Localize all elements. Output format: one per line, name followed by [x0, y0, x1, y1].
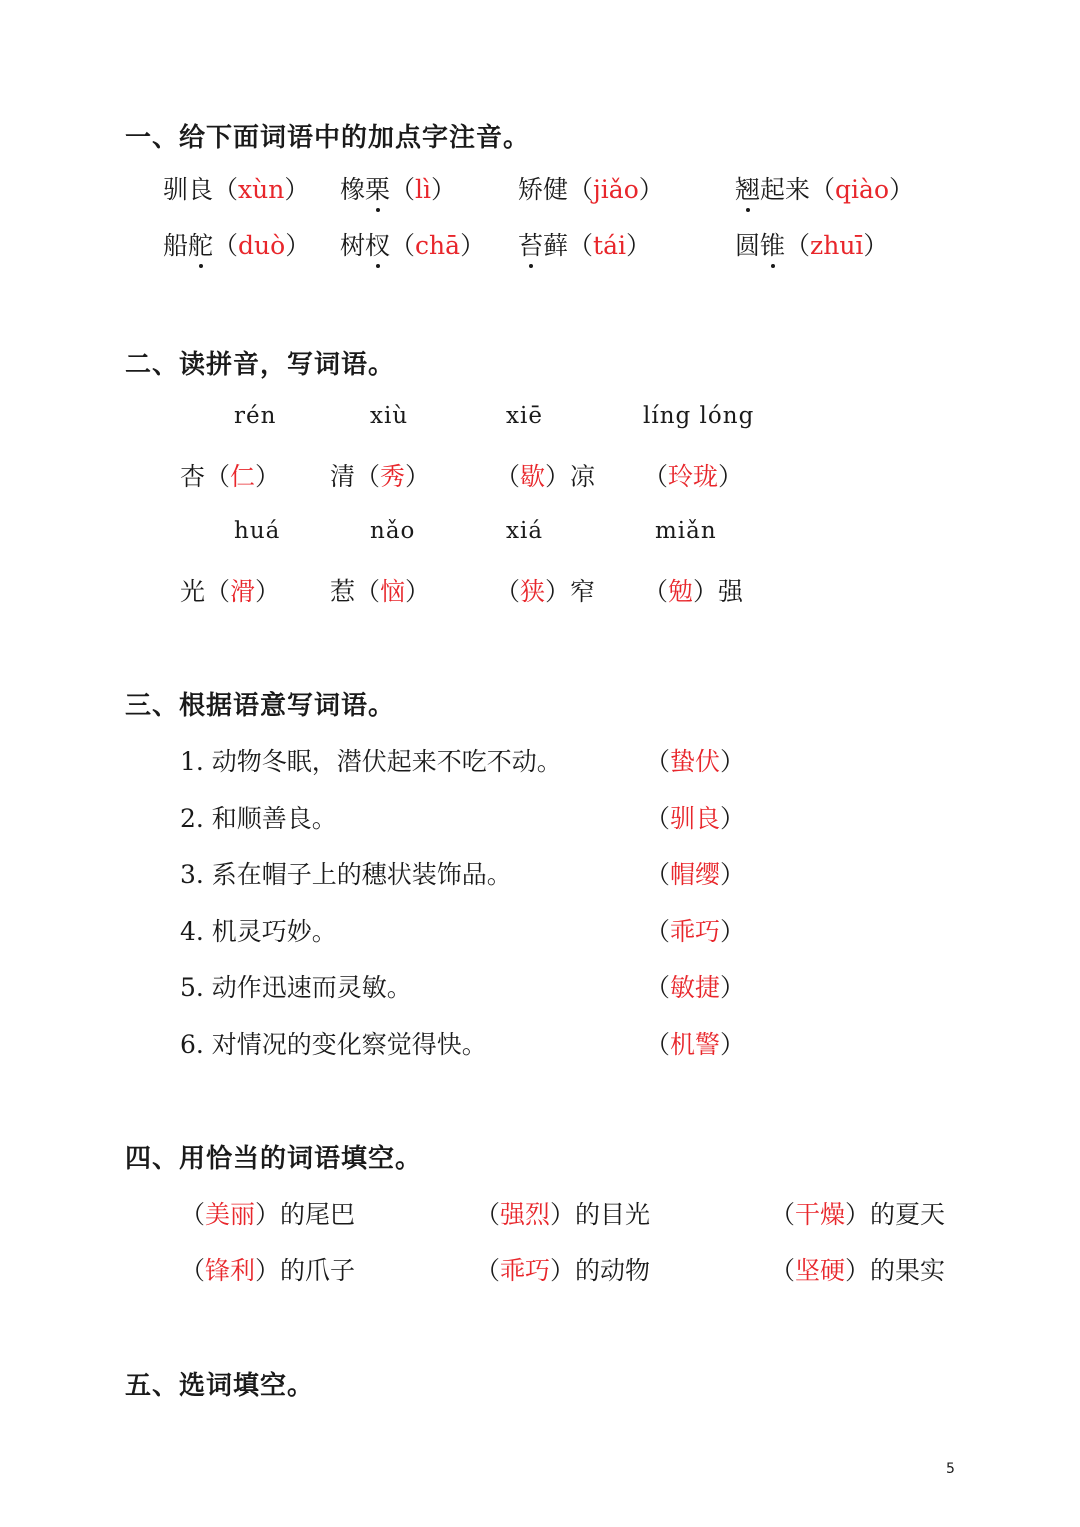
- s2-answer-2: 秀: [380, 462, 406, 491]
- s3-answer-1: （蛰伏）: [645, 747, 746, 776]
- s1-item-6: 树杈（chā）: [340, 226, 485, 262]
- s2-pinyin-1: rén: [234, 403, 277, 429]
- s3-question-3: 3. 系在帽子上的穗状装饰品。: [180, 860, 512, 889]
- s3-answer-3: （帽缨）: [645, 860, 746, 889]
- s3-answer-2: （驯良）: [645, 804, 746, 833]
- s1-answer-7: tái: [593, 231, 626, 260]
- s3-answer-6: （机警）: [645, 1030, 746, 1059]
- s3-answer-4: （乖巧）: [645, 917, 746, 946]
- s1-item-1: 驯良（xùn）: [163, 175, 310, 204]
- s1-answer-6: chā: [415, 231, 461, 260]
- s2-pinyin-2: xiù: [370, 403, 409, 429]
- s4-item-5: （乖巧）的动物: [475, 1256, 651, 1285]
- s2-word-5: 光（滑）: [180, 577, 281, 606]
- s2-word-3: （歇）凉: [495, 462, 596, 491]
- s4-item-3: （干燥）的夏天: [770, 1200, 946, 1229]
- s2-answer-1: 仁: [230, 462, 256, 491]
- s2-word-8: （勉）强: [643, 577, 744, 606]
- s3-question-6: 6. 对情况的变化察觉得快。: [180, 1030, 487, 1059]
- s1-item-7: 苔藓（tái）: [518, 226, 651, 262]
- s1-answer-8: zhuī: [810, 231, 864, 260]
- s2-answer-6: 恼: [380, 577, 406, 606]
- section4-heading: 四、用恰当的词语填空。: [125, 1144, 423, 1174]
- s1-answer-4: qiào: [835, 175, 890, 204]
- s1-answer-1: xùn: [238, 175, 285, 204]
- s2-pinyin-6: nǎo: [370, 518, 416, 544]
- s3-answer-5: （敏捷）: [645, 973, 746, 1002]
- s3-question-1: 1. 动物冬眠，潜伏起来不吃不动。: [180, 747, 562, 776]
- section3-heading: 三、根据语意写词语。: [125, 691, 396, 721]
- s4-item-6: （坚硬）的果实: [770, 1256, 946, 1285]
- s1-answer-3: jiǎo: [593, 175, 639, 204]
- s4-item-4: （锋利）的爪子: [180, 1256, 356, 1285]
- s2-pinyin-8: miǎn: [655, 518, 717, 544]
- s3-question-4: 4. 机灵巧妙。: [180, 917, 337, 946]
- section1-heading: 一、给下面词语中的加点字注音。: [125, 123, 531, 153]
- section2-heading: 二、读拼音，写词语。: [125, 350, 396, 380]
- s2-word-6: 惹（恼）: [330, 577, 431, 606]
- section5-heading: 五、选词填空。: [125, 1371, 315, 1401]
- s1-item-3: 矫健（jiǎo）: [518, 175, 664, 204]
- s2-word-4: （玲珑）: [643, 462, 744, 491]
- s2-answer-5: 滑: [230, 577, 256, 606]
- s1-item-8: 圆锥（zhuī）: [735, 226, 888, 262]
- s2-word-1: 杏（仁）: [180, 462, 281, 491]
- s2-pinyin-5: huá: [234, 518, 281, 544]
- s2-word-7: （狭）窄: [495, 577, 596, 606]
- s4-item-1: （美丽）的尾巴: [180, 1200, 356, 1229]
- s4-item-2: （强烈）的目光: [475, 1200, 651, 1229]
- s2-answer-4: 玲珑: [668, 462, 719, 491]
- s2-pinyin-4: líng lóng: [643, 403, 755, 429]
- s2-pinyin-7: xiá: [506, 518, 544, 544]
- s1-item-2: 橡栗（lì）: [340, 170, 456, 206]
- s1-item-4: 翘起来（qiào）: [735, 170, 914, 206]
- s2-pinyin-3: xiē: [506, 403, 543, 429]
- page-number: 5: [946, 1461, 955, 1477]
- s2-answer-3: 歇: [520, 462, 546, 491]
- s2-answer-8: 勉: [668, 577, 694, 606]
- s3-question-2: 2. 和顺善良。: [180, 804, 337, 833]
- s1-answer-5: duò: [238, 231, 286, 260]
- s2-answer-7: 狭: [520, 577, 546, 606]
- s2-word-2: 清（秀）: [330, 462, 431, 491]
- s1-item-5: 船舵（duò）: [163, 226, 310, 262]
- s1-answer-2: lì: [415, 175, 432, 204]
- s3-question-5: 5. 动作迅速而灵敏。: [180, 973, 412, 1002]
